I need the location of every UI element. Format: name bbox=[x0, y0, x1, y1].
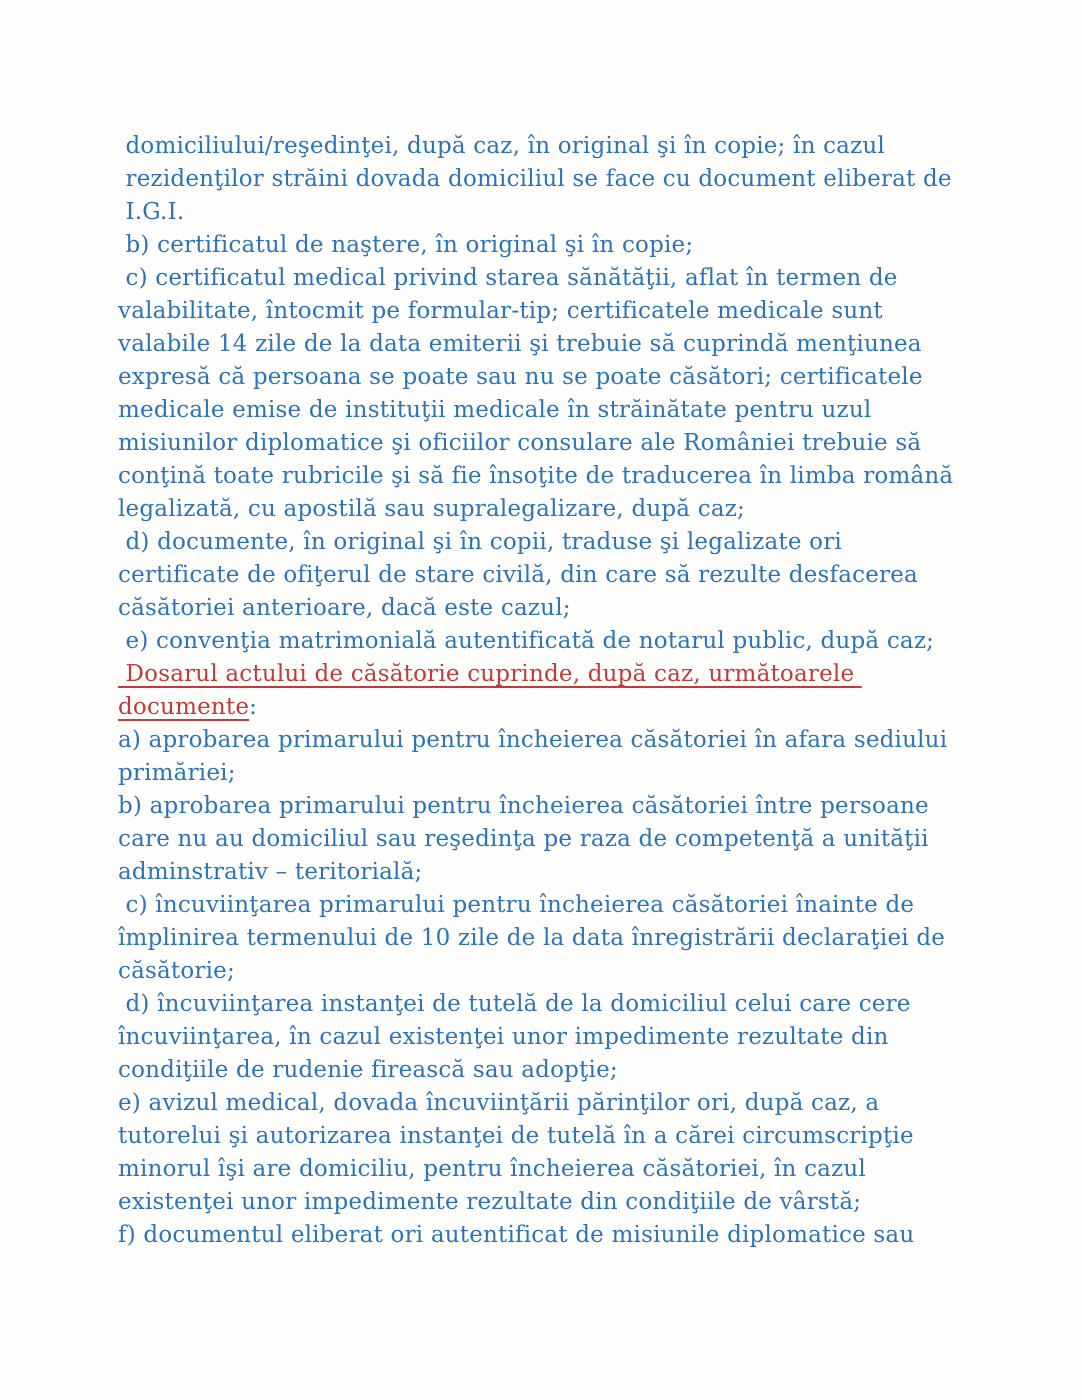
text-line bbox=[118, 988, 1048, 1021]
text-line bbox=[118, 658, 1048, 691]
heading-text-run: Dosarul actului de căsătorie cuprinde, după caz, următoarele bbox=[118, 661, 862, 687]
text-line bbox=[118, 196, 1048, 229]
text-line bbox=[118, 691, 1048, 724]
body-text-run: legalizată, cu apostilă sau supralegalizare, după caz; bbox=[118, 496, 745, 522]
text-line bbox=[118, 1120, 1048, 1153]
body-text-run: condiţiile de rudenie firească sau adopţie; bbox=[118, 1057, 618, 1083]
body-text-run: b) certificatul de naştere, în original şi în copie; bbox=[118, 232, 694, 258]
body-text-run: f) documentul eliberat ori autentificat de misiunile diplomatice sau bbox=[118, 1222, 915, 1248]
body-text-run: căsătoriei anterioare, dacă este cazul; bbox=[118, 595, 571, 621]
text-line bbox=[118, 526, 1048, 559]
text-line bbox=[118, 427, 1048, 460]
body-text-run: existenţei unor impedimente rezultate din condiţiile de vârstă; bbox=[118, 1189, 862, 1215]
body-text-run: a) aprobarea primarului pentru încheierea căsătoriei în afara sediului bbox=[118, 727, 948, 753]
text-line bbox=[118, 295, 1048, 328]
body-text-run: minorul îşi are domiciliu, pentru încheierea căsătoriei, în cazul bbox=[118, 1156, 866, 1182]
text-line bbox=[118, 328, 1048, 361]
body-text-run: valabile 14 zile de la data emiterii şi trebuie să cuprindă menţiunea bbox=[118, 331, 922, 357]
text-line bbox=[118, 1087, 1048, 1120]
text-line bbox=[118, 361, 1048, 394]
text-line bbox=[118, 757, 1048, 790]
text-line bbox=[118, 1021, 1048, 1054]
body-text-run: misiunilor diplomatice şi oficiilor consulare ale României trebuie să bbox=[118, 430, 922, 456]
text-line bbox=[118, 262, 1048, 295]
body-text-run: expresă că persoana se poate sau nu se poate căsători; certificatele bbox=[118, 364, 923, 390]
text-line bbox=[118, 1186, 1048, 1219]
body-text-run: c) încuviinţarea primarului pentru încheierea căsătoriei înainte de bbox=[118, 892, 915, 918]
body-text-run: certificate de ofiţerul de stare civilă, din care să rezulte desfacerea bbox=[118, 562, 918, 588]
body-text-run: încuviinţarea, în cazul existenţei unor impedimente rezultate din bbox=[118, 1024, 889, 1050]
body-text-run: c) certificatul medical privind starea sănătăţii, aflat în termen de bbox=[118, 265, 898, 291]
body-text-run: e) convenţia matrimonială autentificată de notarul public, după caz; bbox=[118, 628, 935, 654]
heading-text-run: documente bbox=[118, 694, 250, 720]
body-text-run: medicale emise de instituţii medicale în străinătate pentru uzul bbox=[118, 397, 872, 423]
text-line bbox=[118, 460, 1048, 493]
text-line bbox=[118, 559, 1048, 592]
body-text-run: b) aprobarea primarului pentru încheierea căsătoriei între persoane bbox=[118, 793, 929, 819]
text-line bbox=[118, 229, 1048, 262]
body-text-run: : bbox=[249, 694, 258, 720]
text-line bbox=[118, 889, 1048, 922]
body-text-run: adminstrativ – teritorială; bbox=[118, 859, 423, 885]
text-line bbox=[118, 922, 1048, 955]
text-line bbox=[118, 856, 1048, 889]
body-text-run: valabilitate, întocmit pe formular-tip; certificatele medicale sunt bbox=[118, 298, 883, 324]
text-line bbox=[118, 394, 1048, 427]
body-text-run: tutorelui şi autorizarea instanţei de tutelă în a cărei circumscripţie bbox=[118, 1123, 914, 1149]
body-text-run: care nu au domiciliul sau reşedinţa pe raza de competenţă a unităţii bbox=[118, 826, 929, 852]
body-text-run: I.G.I. bbox=[118, 199, 185, 225]
text-line bbox=[118, 493, 1048, 526]
body-text-run: domiciliului/reşedinţei, după caz, în original şi în copie; în cazul bbox=[118, 133, 885, 159]
text-line bbox=[118, 592, 1048, 625]
text-line bbox=[118, 955, 1048, 988]
body-text-run: d) documente, în original şi în copii, traduse şi legalizate ori bbox=[118, 529, 842, 555]
body-text-run: primăriei; bbox=[118, 760, 236, 786]
text-line bbox=[118, 724, 1048, 757]
text-line bbox=[118, 130, 1048, 163]
body-text-run: împlinirea termenului de 10 zile de la data înregistrării declaraţiei de bbox=[118, 925, 946, 951]
body-text-run: e) avizul medical, dovada încuviinţării părinţilor ori, după caz, a bbox=[118, 1090, 880, 1116]
body-text-run: conţină toate rubricile şi să fie însoţite de traducerea în limba română bbox=[118, 463, 954, 489]
body-text-run: d) încuviinţarea instanţei de tutelă de la domiciliul celui care cere bbox=[118, 991, 911, 1017]
text-line bbox=[118, 163, 1048, 196]
text-line bbox=[118, 790, 1048, 823]
text-line bbox=[118, 1054, 1048, 1087]
text-line bbox=[118, 823, 1048, 856]
text-line bbox=[118, 1219, 1048, 1252]
document-text-block bbox=[118, 130, 1048, 1252]
body-text-run: rezidenţilor străini dovada domiciliul se face cu document eliberat de bbox=[118, 166, 952, 192]
text-line bbox=[118, 1153, 1048, 1186]
text-line bbox=[118, 625, 1048, 658]
body-text-run: căsătorie; bbox=[118, 958, 235, 984]
